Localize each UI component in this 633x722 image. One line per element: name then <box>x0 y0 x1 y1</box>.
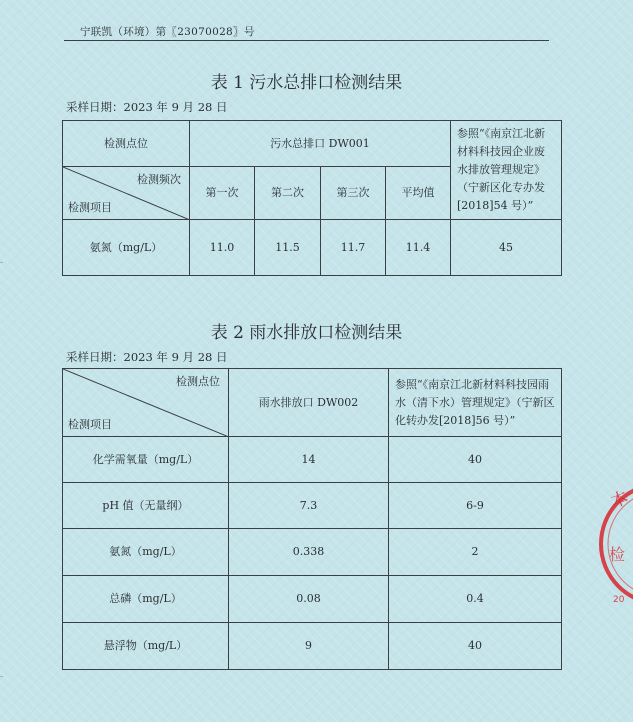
table2-reference-standard: 参照“《南京江北新材料科技园雨水（清下水）管理规定》（宁新区化转办发[2018]56 号）” <box>389 369 562 437</box>
svg-text:检: 检 <box>609 545 626 564</box>
report-reference-number: 宁联凯（环境）第〖23070028〗号 <box>80 26 255 38</box>
table1-item-label: 检测项目 <box>68 201 112 214</box>
table2-limit-cod: 40 <box>389 437 562 483</box>
table-row <box>63 483 562 529</box>
table-row <box>63 437 562 483</box>
table2-item-suspended-solids: 悬浮物（mg/L） <box>63 623 229 670</box>
official-seal-stamp <box>599 478 633 612</box>
table1-title: 表 1 污水总排口检测结果 <box>210 73 403 93</box>
table-row <box>63 576 562 623</box>
table2-title: 表 2 雨水排放口检测结果 <box>210 323 403 343</box>
table1-col-second: 第二次 <box>255 167 321 220</box>
table1-diagonal-header <box>63 167 190 220</box>
table2-point-label: 检测点位 <box>176 375 220 388</box>
table2-value-cod: 14 <box>229 437 389 483</box>
table1-value-first: 11.0 <box>190 220 255 276</box>
table1-col-third: 第三次 <box>321 167 386 220</box>
table1-sample-date: 采样日期：2023 年 9 月 28 日 <box>66 100 228 114</box>
table2-value-phosphorus: 0.08 <box>229 576 389 623</box>
edge-mark <box>0 676 3 677</box>
table1-limit-value: 45 <box>451 220 562 276</box>
table1-value-second: 11.5 <box>255 220 321 276</box>
table2-item-cod: 化学需氧量（mg/L） <box>63 437 229 483</box>
table2-limit-ph: 6-9 <box>389 483 562 529</box>
svg-text:20: 20 <box>613 595 625 605</box>
table1-col-average: 平均值 <box>386 167 451 220</box>
table2-item-ph: pH 值（无量纲） <box>63 483 229 529</box>
table2-item-phosphorus: 总磷（mg/L） <box>63 576 229 623</box>
table1-reference-standard: 参照“《南京江北新材料科技园企业废水排放管理规定》（宁新区化专办发[2018]54 号）” <box>451 121 562 220</box>
table2-rainwater-outlet-results <box>62 368 562 670</box>
table2-diagonal-header <box>63 369 229 437</box>
svg-text:本: 本 <box>608 487 632 513</box>
table2-limit-suspended-solids: 40 <box>389 623 562 670</box>
edge-mark <box>0 262 3 263</box>
table-row <box>63 529 562 576</box>
table2-sample-date: 采样日期：2023 年 9 月 28 日 <box>66 350 228 364</box>
table1-point-label-cell: 检测点位 <box>63 121 190 167</box>
table2-item-ammonia: 氨氮（mg/L） <box>63 529 229 576</box>
table-row <box>63 220 562 276</box>
table2-value-ammonia: 0.338 <box>229 529 389 576</box>
table1-value-average: 11.4 <box>386 220 451 276</box>
table2-value-suspended-solids: 9 <box>229 623 389 670</box>
table1-col-first: 第一次 <box>190 167 255 220</box>
table1-frequency-label: 检测频次 <box>137 173 181 186</box>
table2-point-name-cell: 雨水排放口 DW002 <box>229 369 389 437</box>
table2-value-ph: 7.3 <box>229 483 389 529</box>
table1-row-item: 氨氮（mg/L） <box>63 220 190 276</box>
table-row <box>63 623 562 670</box>
table1-value-third: 11.7 <box>321 220 386 276</box>
table2-item-label: 检测项目 <box>68 418 112 431</box>
table1-point-name-cell: 污水总排口 DW001 <box>190 121 451 167</box>
table2-limit-phosphorus: 0.4 <box>389 576 562 623</box>
header-divider <box>64 40 549 41</box>
table2-limit-ammonia: 2 <box>389 529 562 576</box>
table1-sewage-outlet-results <box>62 120 562 276</box>
